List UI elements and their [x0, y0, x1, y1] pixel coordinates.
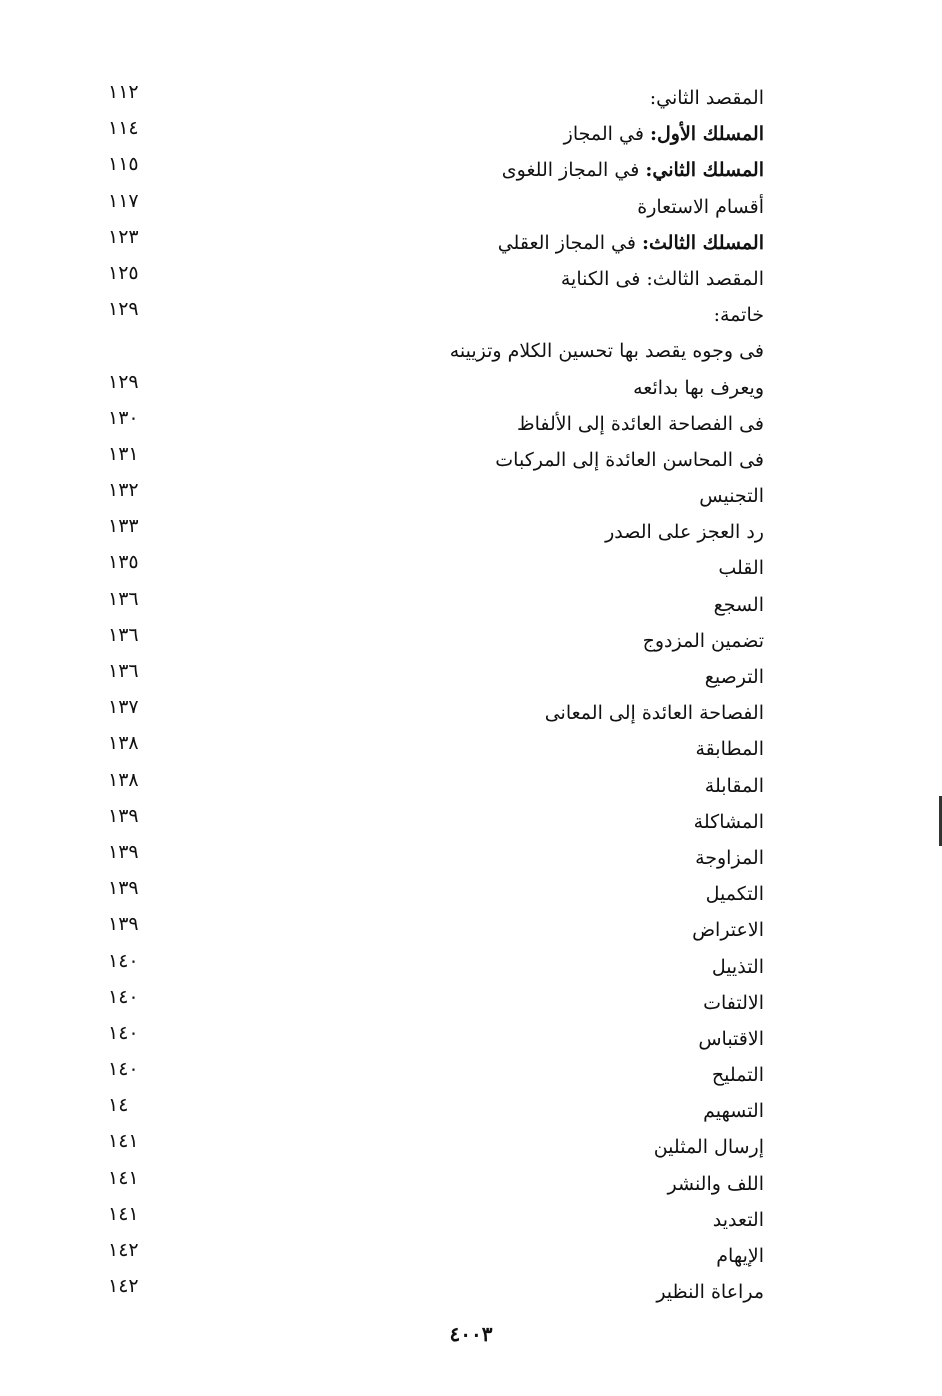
toc-entry-page: ١٤٠	[108, 985, 139, 1008]
toc-entry-page: ١٣٨	[108, 732, 139, 755]
toc-entry	[100, 1093, 764, 1129]
toc-entry-text: الاقتباس	[698, 1027, 764, 1050]
toc-entry-page: ١١٥	[108, 153, 139, 176]
toc-entry-title	[656, 1278, 764, 1306]
toc-entry-heading: المسلك الثاني:	[645, 159, 764, 182]
toc-entry-text: المقصد الثاني:	[649, 87, 764, 109]
toc-entry-text: أقسام الاستعارة	[637, 195, 764, 218]
toc-entry-text: التذييل	[711, 955, 764, 978]
page-number: ٤٠٠٣	[449, 1322, 493, 1346]
toc-entry-page: ١٢٥	[108, 261, 139, 284]
toc-entry-title	[692, 916, 764, 944]
toc-entry	[100, 1202, 764, 1238]
toc-entry-title	[698, 1025, 764, 1053]
toc-entry-page: ١١٤	[108, 117, 139, 140]
toc-entry-page: ١٣٥	[108, 551, 139, 574]
toc-entry-title	[712, 953, 764, 981]
toc-entry-title	[633, 374, 764, 402]
toc-entry-title	[668, 1170, 764, 1198]
toc-entry-title	[517, 410, 764, 438]
toc-entry-title	[561, 265, 764, 293]
toc-entry-title	[654, 1133, 764, 1161]
toc-entry-text: التسهيم	[703, 1100, 764, 1123]
toc-entry-page: ١٣٩	[108, 840, 139, 863]
toc-entry-title	[695, 844, 764, 872]
toc-entry	[100, 985, 764, 1021]
toc-entry-page: ١٣٢	[108, 479, 139, 502]
toc-entry-text: المقصد الثالث: فى الكناية	[560, 267, 764, 290]
toc-entry-text: فى الفصاحة العائدة إلى الألفاظ	[517, 412, 764, 435]
toc-entry	[100, 189, 764, 225]
toc-entry	[100, 406, 764, 442]
toc-entry-text: الاعتراض	[692, 919, 764, 942]
toc-entry-title	[643, 627, 764, 655]
toc-entry-title	[694, 808, 764, 836]
toc-entry-text: ويعرف بها بدائعه	[633, 376, 764, 399]
table-of-contents	[100, 80, 764, 1310]
toc-entry	[100, 116, 764, 152]
toc-entry-page: ١٣٦	[108, 587, 139, 610]
toc-entry-page: ١٤١	[108, 1202, 139, 1225]
toc-entry-text: السجع	[713, 593, 764, 616]
toc-entry	[100, 1057, 764, 1093]
toc-entry-text: التكميل	[705, 883, 764, 906]
toc-entry	[100, 225, 764, 261]
toc-entry-text: التجنيس	[699, 485, 764, 508]
toc-entry-text: إرسال المثلين	[653, 1136, 764, 1159]
toc-entry-page: ١٤٠	[108, 949, 139, 972]
toc-entry	[100, 152, 764, 188]
toc-entry-page: ١١٧	[108, 189, 139, 212]
toc-entry-page: ١٣٧	[108, 696, 139, 719]
toc-entry-text: فى المحاسن العائدة إلى المركبات	[495, 448, 764, 471]
toc-entry	[100, 840, 764, 876]
toc-entry-page: ١٤٢	[108, 1275, 139, 1298]
toc-entry-title	[718, 554, 764, 582]
toc-entry	[100, 731, 764, 767]
toc-entry	[100, 949, 764, 985]
toc-entry	[100, 695, 764, 731]
toc-entry-page: ١٣٠	[108, 406, 139, 429]
toc-entry-title	[699, 482, 764, 510]
toc-entry-title	[545, 699, 764, 727]
toc-entry	[100, 550, 764, 586]
toc-entry-title	[650, 84, 764, 112]
toc-entry	[100, 804, 764, 840]
toc-entry-text: في المجاز اللغوى	[501, 159, 640, 182]
toc-entry	[100, 1129, 764, 1165]
toc-entry-page: ١٢٩	[108, 370, 139, 393]
toc-entry	[100, 80, 764, 116]
toc-entry-text: تضمين المزدوج	[642, 629, 764, 652]
toc-entry-page: ١٢٣	[108, 225, 139, 248]
toc-entry	[100, 1166, 764, 1202]
toc-entry	[100, 1021, 764, 1057]
toc-entry-title	[637, 193, 764, 221]
toc-entry-title	[706, 880, 764, 908]
toc-entry	[100, 912, 764, 948]
toc-entry	[100, 333, 764, 369]
toc-entry-title	[564, 120, 764, 148]
toc-entry-page: ١٣٣	[108, 515, 139, 538]
toc-entry-title	[714, 301, 764, 329]
toc-entry-title	[695, 735, 764, 763]
toc-entry-text: في المجاز العقلي	[497, 231, 636, 254]
toc-entry	[100, 876, 764, 912]
toc-entry-page: ١٤٠	[108, 1058, 139, 1081]
toc-entry-text: المشاكلة	[693, 810, 764, 833]
toc-entry-page: ١٤١	[108, 1166, 139, 1189]
toc-entry-title	[712, 1061, 764, 1089]
toc-entry-text: الترصيع	[704, 666, 764, 688]
toc-entry-page: ١٣٦	[108, 660, 139, 682]
toc-entry-page: ١٤	[108, 1094, 129, 1117]
toc-entry-page: ١٣٩	[108, 877, 139, 900]
toc-entry-text: الالتفات	[703, 991, 764, 1014]
toc-entry	[100, 478, 764, 514]
toc-entry-title	[714, 591, 764, 619]
toc-entry-title	[705, 663, 764, 691]
toc-entry	[100, 297, 764, 333]
toc-entry-title	[703, 989, 764, 1017]
toc-entry-page: ١٤٠	[108, 1021, 139, 1044]
toc-entry-title	[498, 229, 764, 257]
toc-entry-page: ١٣٦	[108, 623, 139, 646]
toc-entry-text: خاتمة:	[713, 304, 764, 327]
toc-entry-page: ١٣٩	[108, 804, 139, 827]
toc-entry-heading: المسلك الثالث:	[642, 231, 764, 254]
toc-entry-title	[605, 518, 764, 546]
toc-entry-text: اللف والنشر	[667, 1172, 764, 1195]
toc-entry	[100, 370, 764, 406]
toc-entry-title	[716, 1242, 764, 1270]
toc-entry	[100, 514, 764, 550]
toc-entry-text: فى وجوه يقصد بها تحسين الكلام وتزيينه	[449, 340, 764, 363]
toc-entry-page: ١١٢	[108, 81, 139, 103]
toc-entry-page: ١٣٩	[108, 913, 139, 936]
toc-entry-title	[705, 772, 764, 800]
toc-entry-title	[450, 337, 764, 365]
toc-entry-page: ١٤٢	[108, 1239, 139, 1261]
toc-entry-text: في المجاز	[563, 123, 644, 146]
toc-entry-text: الإيهام	[716, 1245, 764, 1267]
toc-entry-page: ١٣٨	[108, 768, 139, 791]
toc-entry-text: الفصاحة العائدة إلى المعانى	[544, 702, 764, 725]
toc-entry-text: التمليح	[711, 1064, 764, 1087]
toc-entry-title	[703, 1097, 764, 1125]
toc-entry-page: ١٤١	[108, 1130, 139, 1153]
toc-entry-text: مراعاة النظير	[656, 1281, 764, 1304]
toc-entry	[100, 623, 764, 659]
toc-entry-page: ١٢٩	[108, 298, 139, 321]
toc-entry	[100, 442, 764, 478]
toc-entry-text: المزاوجة	[695, 846, 764, 869]
toc-entry	[100, 587, 764, 623]
toc-entry-text: القلب	[718, 557, 764, 580]
toc-entry-text: رد العجز على الصدر	[605, 521, 764, 544]
toc-entry-text: التعديد	[712, 1208, 764, 1231]
toc-entry	[100, 659, 764, 695]
toc-entry	[100, 1274, 764, 1310]
toc-entry	[100, 768, 764, 804]
toc-entry-page: ١٣١	[108, 442, 139, 465]
toc-entry-title	[495, 446, 764, 474]
toc-entry	[100, 261, 764, 297]
toc-entry-text: المقابلة	[704, 774, 764, 797]
toc-entry-title	[713, 1206, 764, 1234]
toc-entry-text: المطابقة	[695, 738, 764, 761]
toc-entry-heading: المسلك الأول:	[649, 123, 764, 146]
toc-entry-title	[502, 156, 764, 184]
toc-entry	[100, 1238, 764, 1274]
